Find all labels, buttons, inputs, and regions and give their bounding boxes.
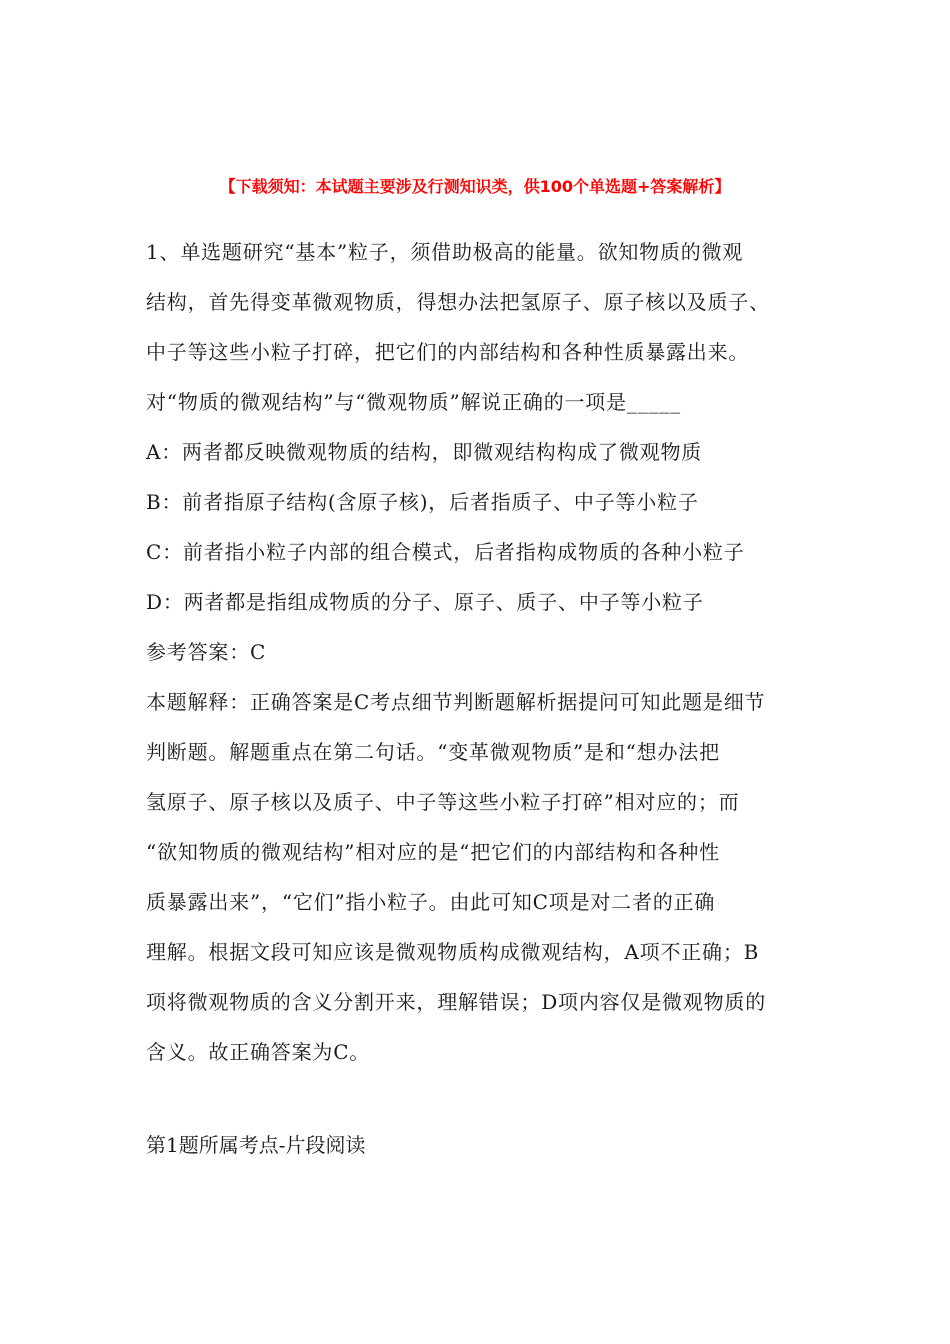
explanation-line: 本题解释：正确答案是C考点细节判断题解析据提问可知此题是细节 [146,690,766,714]
explanation-line: 含义。故正确答案为C。 [146,1040,371,1064]
explanation-line: 判断题。解题重点在第二句话。“变革微观物质”是和“想办法把 [146,740,720,764]
download-notice: 【下载须知：本试题主要涉及行测知识类，供100个单选题+答案解析】 [219,177,731,196]
reference-answer: 参考答案：C [146,640,267,664]
question-block [146,232,826,1082]
explanation-line: “欲知物质的微观结构”相对应的是“把它们的内部结构和各种性 [146,840,720,864]
option-c: C：前者指小粒子内部的组合模式，后者指构成物质的各种小粒子 [146,540,745,564]
explanation-line: 理解。根据文段可知应该是微观物质构成微观结构，A项不正确；B [146,940,760,964]
option-d: D：两者都是指组成物质的分子、原子、质子、中子等小粒子 [146,590,704,614]
question-line: 中子等这些小粒子打碎，把它们的内部结构和各种性质暴露出来。 [146,340,750,364]
explanation-line: 质暴露出来”，“它们”指小粒子。由此可知C项是对二者的正确 [146,890,716,914]
question-line: 1、单选题研究“基本”粒子，须借助极高的能量。欲知物质的微观 [146,240,744,264]
explanation-line: 氢原子、原子核以及质子、中子等这些小粒子打碎”相对应的；而 [146,790,740,814]
topic-label: 第1题所属考点-片段阅读 [146,1133,366,1157]
option-a: A：两者都反映微观物质的结构，即微观结构构成了微观物质 [146,440,703,464]
option-b: B：前者指原子结构(含原子核)，后者指质子、中子等小粒子 [146,490,699,514]
question-line: 结构，首先得变革微观物质，得想办法把氢原子、原子核以及质子、 [146,290,770,314]
explanation-line: 项将微观物质的含义分割开来，理解错误；D项内容仅是微观物质的 [146,990,767,1014]
question-line: 对“物质的微观结构”与“微观物质”解说正确的一项是_____ [146,390,681,414]
